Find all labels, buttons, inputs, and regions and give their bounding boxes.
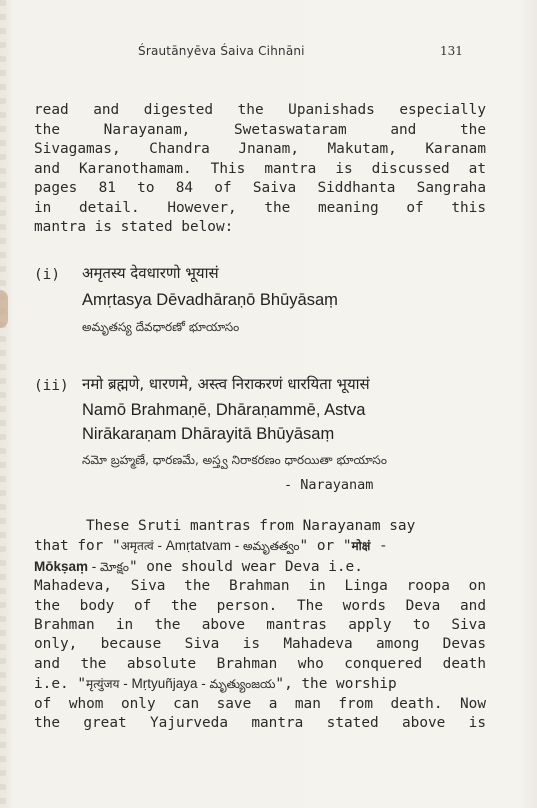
body-line: of whom only can save a man from death. Now	[34, 695, 486, 712]
body-line: Mōkṣaṃ - మోక్షం" one should wear Deva i.e.	[34, 558, 363, 575]
intro-line: Sivagamas, Chandra Jnanam, Makutam, Karanam	[34, 141, 486, 157]
intro-line: in detail. However, the meaning of this	[34, 199, 486, 216]
mantra-2-telugu: నమో బ్రహ్మణే, ధారణమే, అస్త్వ నిరాకరణం ధారయితా భూయాసం	[82, 453, 387, 467]
intro-line: and Karanothamam. This mantra is discussed at	[34, 160, 486, 177]
page-number: 131	[440, 44, 463, 58]
intro-line: read and digested the Upanishads especially	[34, 102, 486, 118]
mantra-1-roman: Amṛtasya Dēvadhāraṇō Bhūyāsaṃ	[82, 291, 338, 309]
mantra-2-label: (ii)	[34, 378, 69, 394]
body-line: Brahman in the above mantras apply to Siva	[34, 617, 486, 634]
body-line: the great Yajurveda mantra stated above is	[34, 715, 486, 732]
mantra-2-devanagari: नमो ब्रह्मणे, धारणमे, अस्त्व निराकरणं धारयिता भूयासं	[82, 375, 370, 393]
mantra-1-devanagari: अमृतस्य देवधारणो भूयासं	[82, 264, 219, 282]
intro-line: the Narayanam, Swetaswataram and the	[34, 121, 486, 138]
intro-line: mantra is stated below:	[34, 219, 234, 235]
mantra-1-telugu: అమృతస్య దేవధారణో భూయాసం	[82, 320, 240, 334]
page-header	[0, 44, 537, 64]
intro-paragraph	[34, 101, 486, 238]
mantra-2	[34, 374, 504, 499]
body-line: i.e. "मृत्युंजय - Mṛtyuñjaya - మృత్యుంజయ", the worship	[34, 676, 397, 693]
body-line: and the absolute Brahman who conquered death	[34, 655, 486, 672]
page-edge	[0, 0, 6, 808]
mantra-2-attribution: - Narayanam	[284, 477, 374, 493]
body-line: the body of the person. The words Deva and	[34, 597, 486, 614]
body-line: These Sruti mantras from Narayanam say	[86, 518, 416, 534]
body-line: that for "अमृतत्वं - Amṛtatvam - అమృతత్వం" or "मोक्षं -	[34, 538, 388, 555]
intro-line: pages 81 to 84 of Saiva Siddhanta Sangraha	[34, 180, 486, 196]
mantra-1-label: (i)	[34, 267, 60, 283]
mantra-1	[34, 263, 504, 343]
body-line: only, because Siva is Mahadeva among Devas	[34, 636, 486, 653]
mantra-2-roman-line-1: Namō Brahmaṇē, Dhāraṇammē, Astva	[82, 401, 366, 419]
body-paragraph	[34, 517, 486, 733]
binding-mark	[0, 290, 8, 328]
running-title: Śrautānyēva Śaiva Cihnāni	[138, 44, 305, 58]
mantra-2-roman-line-2: Nirākaraṇam Dhārayitā Bhūyāsaṃ	[82, 425, 335, 443]
body-line: Mahadeva, Siva the Brahman in Linga roopa on	[34, 578, 486, 595]
